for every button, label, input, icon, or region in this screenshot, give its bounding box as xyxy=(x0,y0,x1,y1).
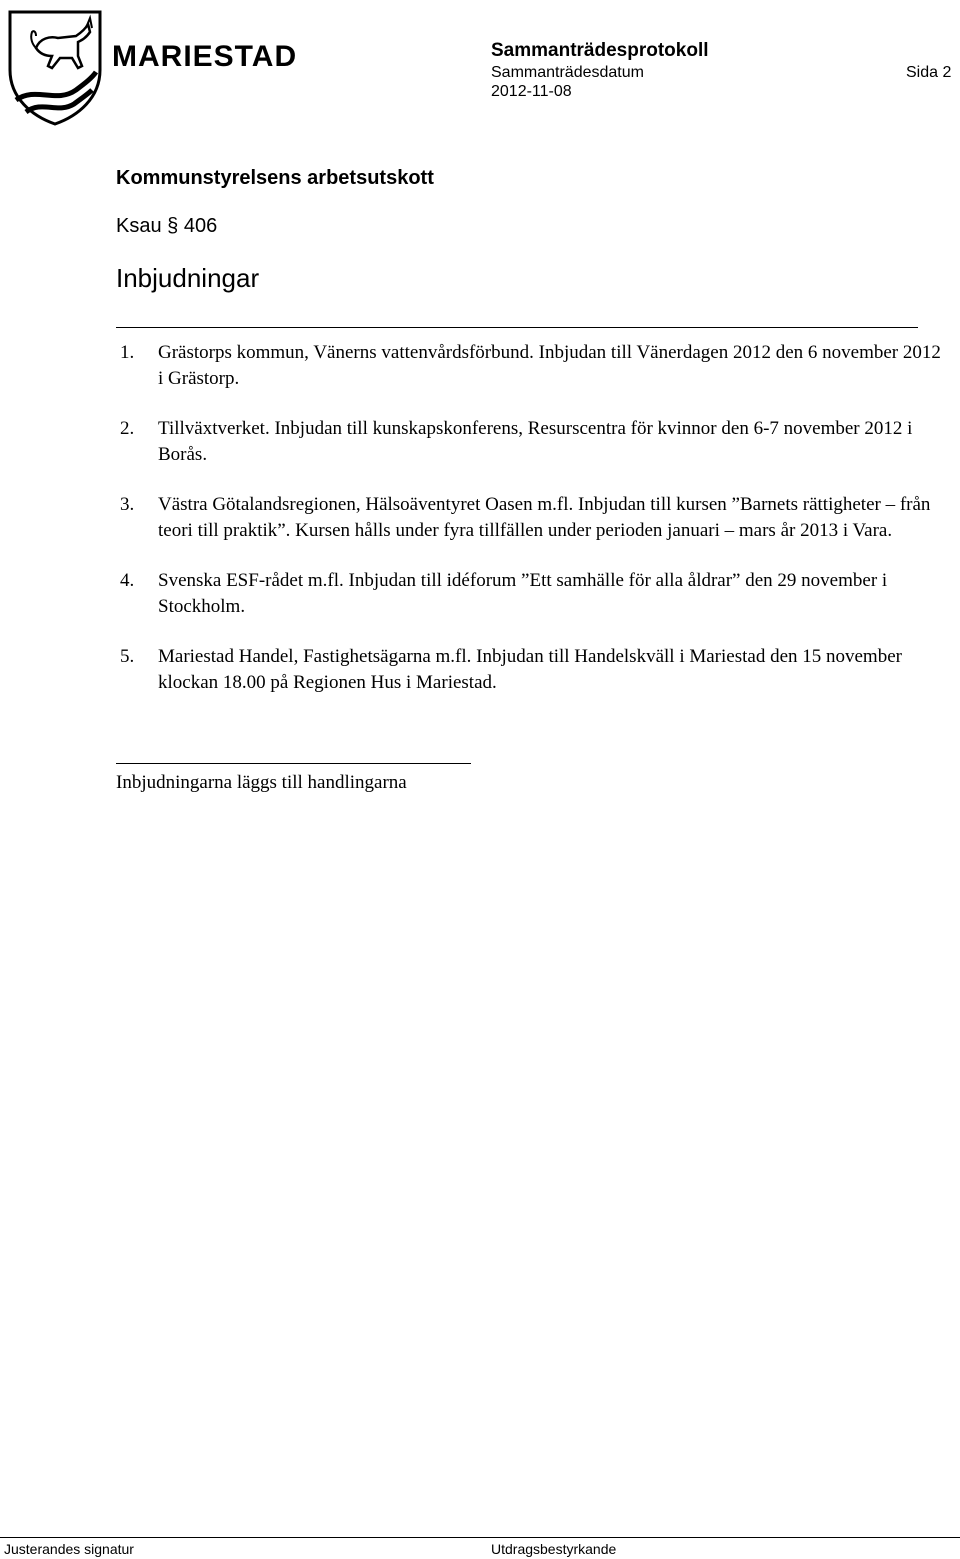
item-number: 2. xyxy=(120,418,135,439)
item-text: Svenska ESF-rådet m.fl. Inbjudan till idéforum ”Ett samhälle för alla åldrar” den 29 november i Stockholm. xyxy=(158,570,888,617)
page-number: Sida 2 xyxy=(906,64,952,81)
meeting-date: 2012-11-08 xyxy=(491,83,572,100)
invitation-list xyxy=(116,340,946,720)
footer-divider xyxy=(0,1537,960,1538)
item-number: 4. xyxy=(120,570,135,591)
document-type-title: Sammanträdesprotokoll xyxy=(491,40,709,61)
item-number: 1. xyxy=(120,342,135,363)
mariestad-coat-of-arms-icon xyxy=(6,8,104,126)
item-number: 3. xyxy=(120,494,135,515)
page-title: Inbjudningar xyxy=(116,263,260,293)
list-item xyxy=(116,644,946,696)
item-text: Västra Götalandsregionen, Hälsoäventyret Oasen m.fl. Inbjudan till kursen ”Barnets rättigheter – från teori till praktik”. Kursen hålls under fyra tillfällen under perioden januari – mars år 2013 i Vara. xyxy=(158,494,931,541)
committee-name: Kommunstyrelsens arbetsutskott xyxy=(116,167,434,189)
list-item xyxy=(116,568,946,620)
item-text: Mariestad Handel, Fastighetsägarna m.fl. Inbjudan till Handelskväll i Mariestad den 15 november klockan 18.00 på Regionen Hus i Mariestad. xyxy=(158,646,902,693)
item-text: Tillväxtverket. Inbjudan till kunskapskonferens, Resurscentra för kvinnor den 6-7 november 2012 i Borås. xyxy=(158,418,913,465)
decision-text: Inbjudningarna läggs till handlingarna xyxy=(116,772,407,793)
heading-divider xyxy=(116,327,918,328)
item-number: 5. xyxy=(120,646,135,667)
footer-certification-label: Utdragsbestyrkande xyxy=(491,1541,617,1557)
decision-divider xyxy=(116,763,471,764)
item-text: Grästorps kommun, Vänerns vattenvårdsförbund. Inbjudan till Vänerdagen 2012 den 6 november 2012 i Grästorp. xyxy=(158,342,941,389)
list-item xyxy=(116,492,946,544)
footer-signature-label: Justerandes signatur xyxy=(4,1541,134,1557)
list-item xyxy=(116,340,946,392)
list-item xyxy=(116,416,946,468)
meeting-date-label: Sammanträdesdatum xyxy=(491,64,644,81)
paragraph-reference: Ksau § 406 xyxy=(116,215,218,237)
municipality-wordmark: MARIESTAD xyxy=(112,40,298,73)
